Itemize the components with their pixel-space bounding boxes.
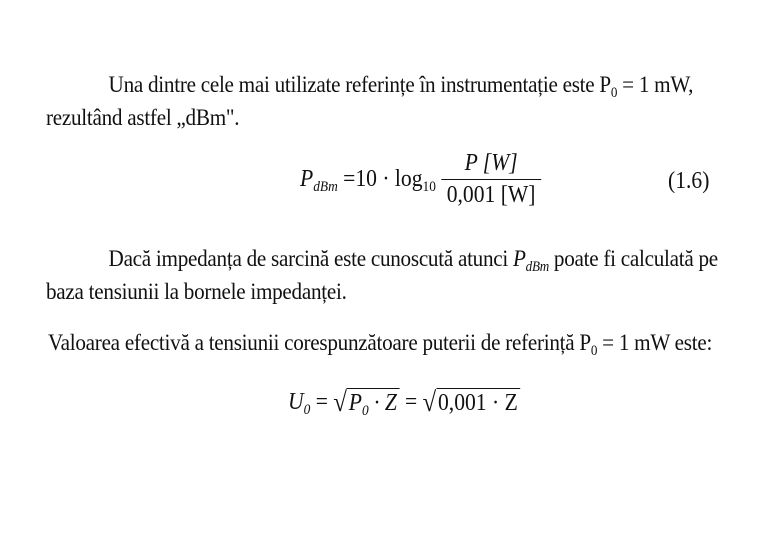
- paragraph-line: rezultând astfel „dBm".: [46, 105, 240, 131]
- text-run: = 1 mW,: [617, 72, 694, 97]
- fraction-numerator: P [W]: [464, 150, 518, 176]
- text-run: Una dintre cele mai utilizate referințe în instrumentație este P: [108, 72, 611, 97]
- radical-sign: √: [333, 386, 347, 417]
- radicand: 0,001 · Z: [436, 388, 520, 417]
- paragraph-line: [46, 242, 718, 275]
- formula-lhs: [300, 166, 338, 196]
- log-base: 10: [422, 179, 436, 196]
- formula-dbm: [300, 150, 541, 209]
- paragraph-load-impedance: [46, 242, 718, 309]
- symbol-p: P: [300, 166, 314, 192]
- radicand: [347, 388, 400, 420]
- fraction: [441, 150, 541, 209]
- subscript-zero: 0: [303, 402, 311, 419]
- subscript-zero: 0: [361, 403, 369, 420]
- paragraph-line: [46, 68, 694, 101]
- equals-log-text: =10 · log: [343, 166, 423, 192]
- formula-u0: [288, 386, 520, 420]
- text-run: Valoarea efectivă a tensiunii corespunzătoare puterii de referință P: [48, 330, 591, 355]
- fraction-denominator: 0,001 [W]: [446, 182, 536, 208]
- symbol-u: U: [288, 389, 304, 415]
- paragraph-reference-power: [46, 68, 694, 135]
- subscript: 0: [590, 342, 598, 359]
- paragraph-line: baza tensiunii la bornele impedanței.: [46, 279, 347, 305]
- text-run: = 1 mW este:: [597, 330, 713, 355]
- symbol-p: P: [348, 390, 362, 416]
- subscript-dbm: dBm: [525, 258, 549, 275]
- square-root: [423, 388, 521, 417]
- equation-number: (1.6): [668, 168, 710, 194]
- paragraph-effective-voltage: [48, 326, 713, 359]
- subscript: 0: [610, 84, 618, 101]
- equals-sign: =: [399, 389, 423, 415]
- paragraph-line: [48, 326, 713, 359]
- radicand-rest: · Z: [368, 390, 397, 416]
- formula-equals-log: [343, 166, 436, 196]
- formula-lhs: [288, 389, 311, 419]
- text-run: poate fi calculată pe: [548, 246, 718, 271]
- radical-sign: √: [422, 386, 437, 417]
- text-run: Dacă impedanța de sarcină este cunoscută atunci: [108, 246, 514, 271]
- symbol-p: P: [513, 246, 526, 271]
- subscript-dbm: dBm: [313, 179, 338, 196]
- square-root: [333, 386, 399, 420]
- equals-sign: =: [310, 389, 334, 415]
